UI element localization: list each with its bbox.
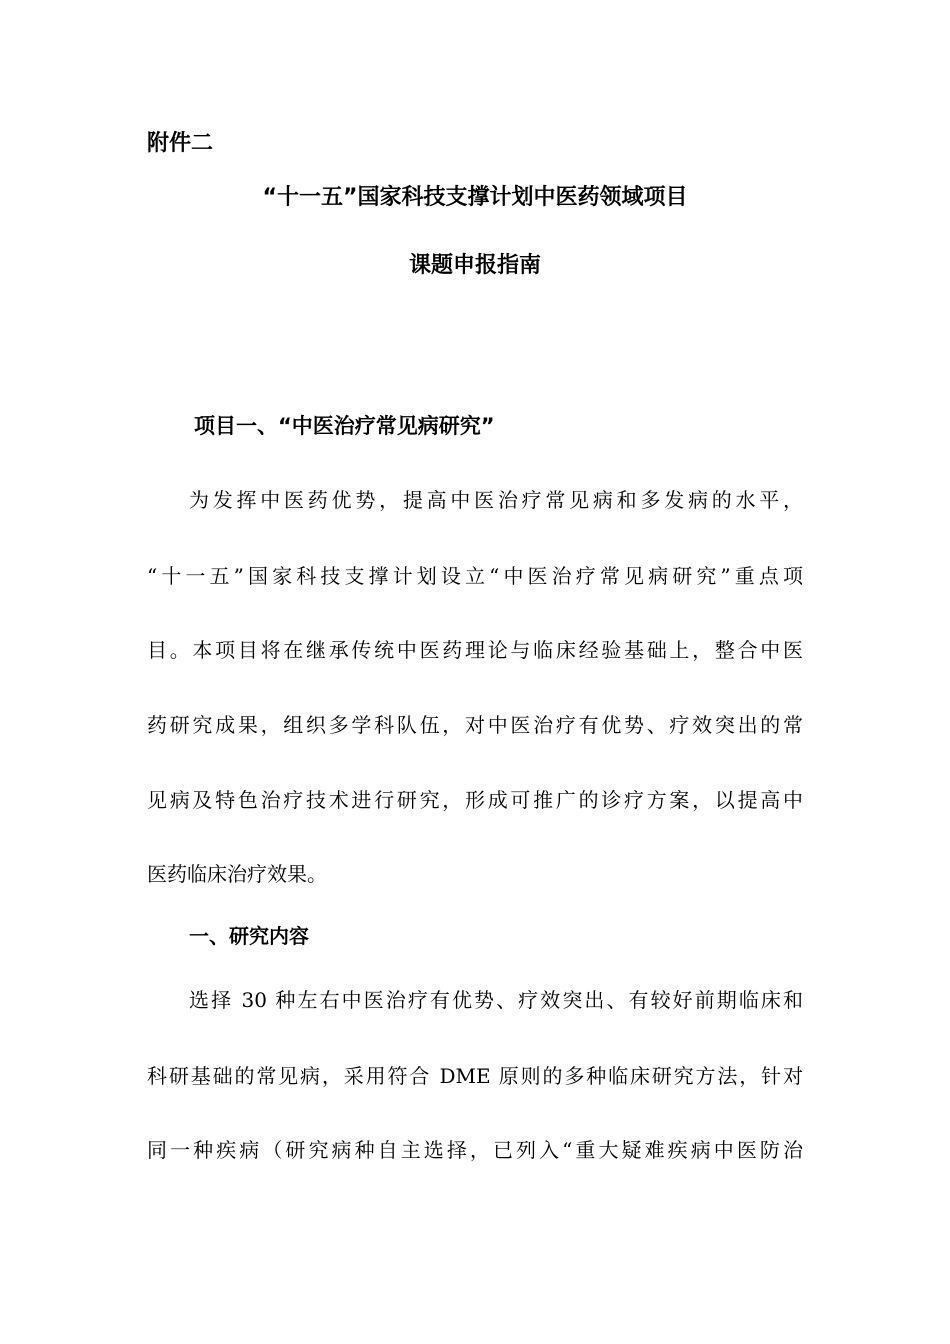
attachment-label: 附件二 bbox=[147, 131, 214, 156]
project-heading: 项目一、“中医治疗常见病研究” bbox=[194, 414, 495, 438]
section-heading: 一、研究内容 bbox=[189, 924, 309, 948]
paragraph-line: 为发挥中医药优势，提高中医治疗常见病和多发病的水平， bbox=[189, 488, 803, 512]
paragraph-line: 目。本项目将在继承传统中医药理论与临床经验基础上，整合中医 bbox=[147, 638, 803, 662]
paragraph-line: 医药临床治疗效果。 bbox=[147, 862, 327, 886]
paragraph-line: 同一种疾病（研究病种自主选择，已列入“重大疑难疾病中医防治 bbox=[147, 1138, 803, 1162]
paragraph-line: 科研基础的常见病，采用符合 DME 原则的多种临床研究方法，针对 bbox=[147, 1064, 803, 1088]
document-title-line-2: 课题申报指南 bbox=[408, 253, 541, 278]
document-title-line-1: “十一五”国家科技支撑计划中医药领域项目 bbox=[262, 185, 688, 210]
paragraph-line: “十一五”国家科技支撑计划设立“中医治疗常见病研究”重点项 bbox=[147, 564, 803, 588]
paragraph-line: 见病及特色治疗技术进行研究，形成可推广的诊疗方案，以提高中 bbox=[147, 788, 803, 812]
paragraph-line: 选择 30 种左右中医治疗有优势、疗效突出、有较好前期临床和 bbox=[189, 988, 803, 1012]
paragraph-line: 药研究成果，组织多学科队伍，对中医治疗有优势、疗效突出的常 bbox=[147, 713, 803, 737]
